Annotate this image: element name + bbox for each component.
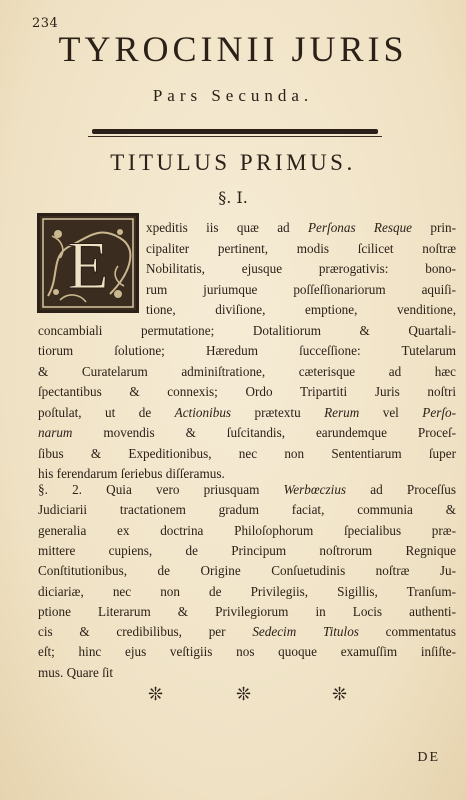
- text-line: [38, 403, 456, 424]
- italic-run: Perſo-: [422, 404, 456, 420]
- chapter-title: TITULUS PRIMUS.: [110, 150, 356, 175]
- text-line: [38, 423, 456, 444]
- part-heading: Pars Secunda.: [152, 86, 314, 105]
- decorative-rule: [92, 129, 378, 134]
- running-head: TYROCINII JURIS: [58, 29, 408, 69]
- text-line: [38, 321, 456, 342]
- text-run: cis & credibilibus, per: [38, 624, 253, 640]
- text-line: [146, 259, 456, 280]
- text-run: ptione Literarum & Privilegiorum in Locis authenti-: [38, 603, 456, 619]
- text-run: vel: [359, 404, 423, 420]
- text-line: [38, 642, 456, 663]
- text-run: xpeditis iis quæ ad: [146, 220, 308, 235]
- ornament-star-icon: ❊: [332, 684, 348, 705]
- ornament-vine-icon: [40, 216, 136, 310]
- text-run: eſt; hinc ejus veſtigiis nos quoque examuſſim inſiſte-: [38, 644, 456, 660]
- text-run: concambiali permutatione; Dotalitiorum & Quartali-: [38, 322, 456, 338]
- text-run: §. 2. Quia vero priusquam: [38, 482, 284, 497]
- text-run: mittere cupiens, de Principum noſtrorum Regnique: [38, 542, 456, 558]
- page-number: 234: [32, 16, 59, 31]
- text-run: Judiciarii tractationem gradum faciat, communia &: [38, 502, 456, 518]
- text-run: ad Proceſſus: [346, 482, 456, 497]
- text-line: [146, 218, 456, 239]
- text-line: [38, 362, 456, 383]
- text-run: mus. Quare ſit: [38, 664, 114, 680]
- text-run: tione, diviſione, emptione, venditione,: [146, 302, 456, 317]
- text-run: diciariæ, nec non de Privilegiis, Sigillis, Tranſum-: [38, 583, 456, 599]
- text-run: ſpectantibus & connexis; Ordo Tripartiti Juris noſtri: [38, 384, 456, 399]
- text-run: cipaliter pertinent, modis ſcilicet noſtræ: [146, 240, 456, 256]
- italic-run: Actionibus: [174, 404, 232, 420]
- text-line: [38, 500, 456, 521]
- text-run: generalia ex doctrina Philoſophorum ſpecialibus præ-: [38, 522, 456, 538]
- text-line: [146, 300, 456, 321]
- text-run: prin-: [412, 220, 456, 235]
- text-run: tiorum ſolutione; Hæredum ſucceſſione: Tutelarum: [38, 343, 456, 358]
- text-line: [38, 382, 456, 403]
- text-line: [38, 602, 456, 623]
- text-run: & Curatelarum adminiſtratione, cæterisque ad hæc: [38, 363, 456, 379]
- text-line: [146, 280, 456, 301]
- text-run: ſibus & Expeditionibus, nec non Sententiarum ſuper: [38, 445, 456, 461]
- catchword: DE: [417, 750, 440, 765]
- text-run: his ferendarum ſeriebus diſſeramus.: [38, 466, 225, 481]
- text-run: prætextu: [231, 404, 325, 420]
- text-line: [38, 541, 456, 562]
- text-run: poſtulat, ut de: [38, 404, 175, 420]
- initial-letter: E: [67, 227, 109, 303]
- text-line: [38, 341, 456, 362]
- italic-run: Perſonas Resque: [307, 220, 413, 235]
- text-line: [38, 582, 456, 603]
- text-run: Conſtitutionibus, de Origine Conſuetudinis noſtræ Ju-: [38, 563, 456, 579]
- text-line: [38, 480, 456, 501]
- italic-run: narum: [38, 425, 73, 440]
- text-run: Nobilitatis, ejusque prærogativis: bono-: [146, 261, 456, 276]
- text-run: movendis & ſuſcitandis, earundemque Proceſ-: [72, 425, 456, 440]
- italic-run: Werbœczius: [283, 482, 347, 497]
- italic-run: Rerum: [324, 404, 360, 420]
- text-line: [38, 622, 456, 643]
- italic-run: Sedecim Titulos: [252, 624, 359, 640]
- text-line: [38, 444, 456, 465]
- text-run: rum juriumque poſſeſſionariorum aquiſi-: [146, 281, 456, 297]
- text-line: [38, 561, 456, 582]
- ornament-star-icon: ❊: [236, 684, 252, 705]
- text-line: [146, 239, 456, 260]
- text-line: [38, 663, 456, 684]
- text-run: commentatus: [358, 624, 456, 640]
- decorated-initial: [37, 213, 139, 313]
- section-mark: §. I.: [218, 188, 248, 207]
- text-line: [38, 521, 456, 542]
- ornament-star-icon: ❊: [148, 684, 164, 705]
